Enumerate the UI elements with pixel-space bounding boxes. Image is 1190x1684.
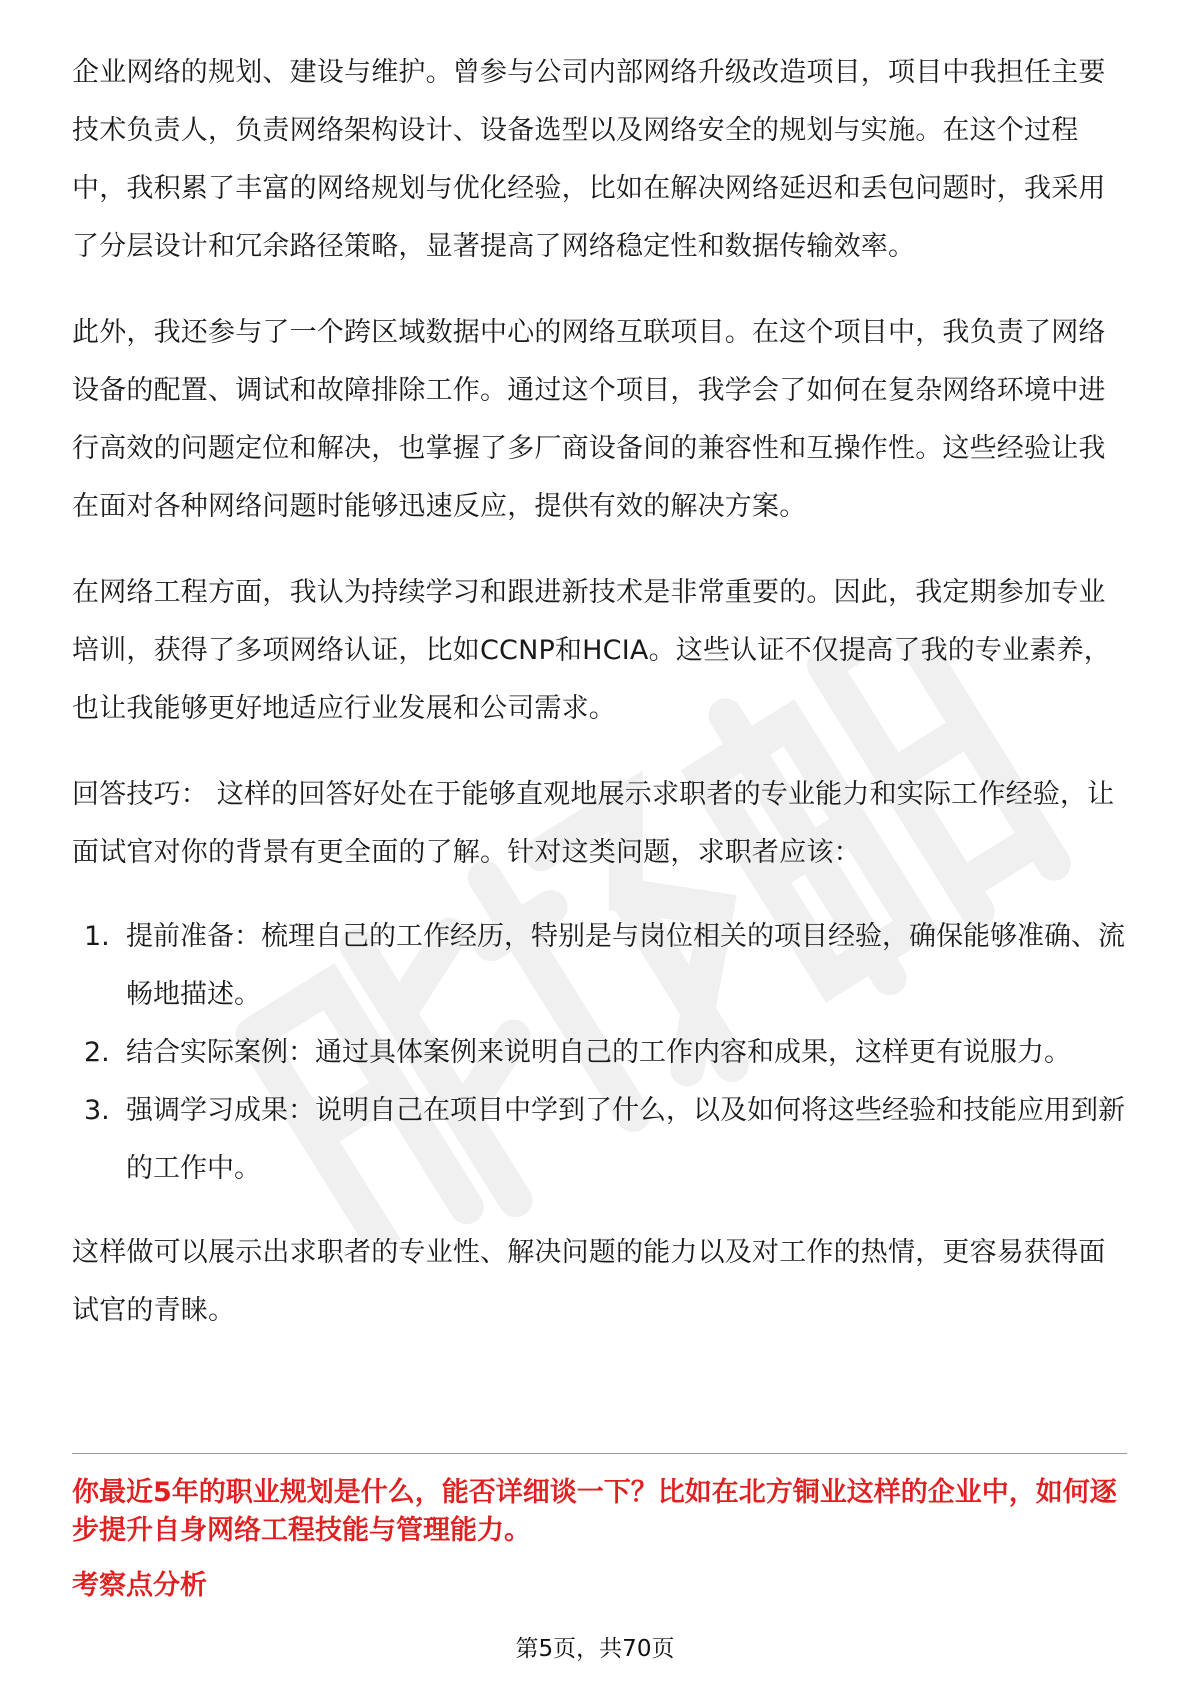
list-item-text: 强调学习成果：说明自己在项目中学到了什么，以及如何将这些经验和技能应用到新的工作中。 — [126, 1095, 1125, 1184]
paragraph-experience: 企业网络的规划、建设与维护。曾参与公司内部网络升级改造项目，项目中我担任主要技术负责人，负责网络架构设计、设备选型以及网络安全的规划与实施。在这个过程中，我积累了丰富的网络规划与优化经验，比如在解决网络延迟和丢包问题时，我采用了分层设计和冗余路径策略，显著提高了网络稳定性和数据传输效率。 — [72, 57, 1106, 262]
document-body — [72, 44, 1132, 1368]
list-item — [72, 908, 1132, 1024]
interview-question: 你最近5年的职业规划是什么，能否详细谈一下？比如在北方铜业这样的企业中，如何逐步提升自身网络工程技能与管理能力。 — [72, 1477, 1117, 1546]
list-item-text: 结合实际案例：通过具体案例来说明自己的工作内容和成果，这样更有说服力。 — [126, 1037, 1071, 1068]
paragraph-answer-tips: 回答技巧： 这样的回答好处在于能够直观地展示求职者的专业能力和实际工作经验，让面试官对你的背景有更全面的了解。针对这类问题，求职者应该： — [72, 779, 1115, 868]
section-heading: 考察点分析 — [72, 1570, 207, 1601]
list-item-text: 提前准备：梳理自己的工作经历，特别是与岗位相关的项目经验，确保能够准确、流畅地描述。 — [126, 921, 1125, 1010]
page-number-footer: 第5页，共70页 — [515, 1636, 675, 1662]
list-item — [72, 1024, 1132, 1082]
list-item-number: 1. — [84, 921, 110, 952]
list-item — [72, 1082, 1132, 1198]
paragraph-continuous-learning: 在网络工程方面，我认为持续学习和跟进新技术是非常重要的。因此，我定期参加专业培训，获得了多项网络认证，比如CCNP和HCIA。这些认证不仅提高了我的专业素养，也让我能够更好地适应行业发展和公司需求。 — [72, 577, 1111, 724]
section-divider — [72, 1453, 1127, 1454]
tips-list — [72, 908, 1132, 1198]
list-item-number: 3. — [84, 1095, 110, 1126]
paragraph-datacenter-project: 此外，我还参与了一个跨区域数据中心的网络互联项目。在这个项目中，我负责了网络设备的配置、调试和故障排除工作。通过这个项目，我学会了如何在复杂网络环境中进行高效的问题定位和解决，也掌握了多厂商设备间的兼容性和互操作性。这些经验让我在面对各种网络问题时能够迅速反应，提供有效的解决方案。 — [72, 317, 1106, 522]
paragraph-closing: 这样做可以展示出求职者的专业性、解决问题的能力以及对工作的热情，更容易获得面试官的青睐。 — [72, 1237, 1106, 1326]
list-item-number: 2. — [84, 1037, 110, 1068]
